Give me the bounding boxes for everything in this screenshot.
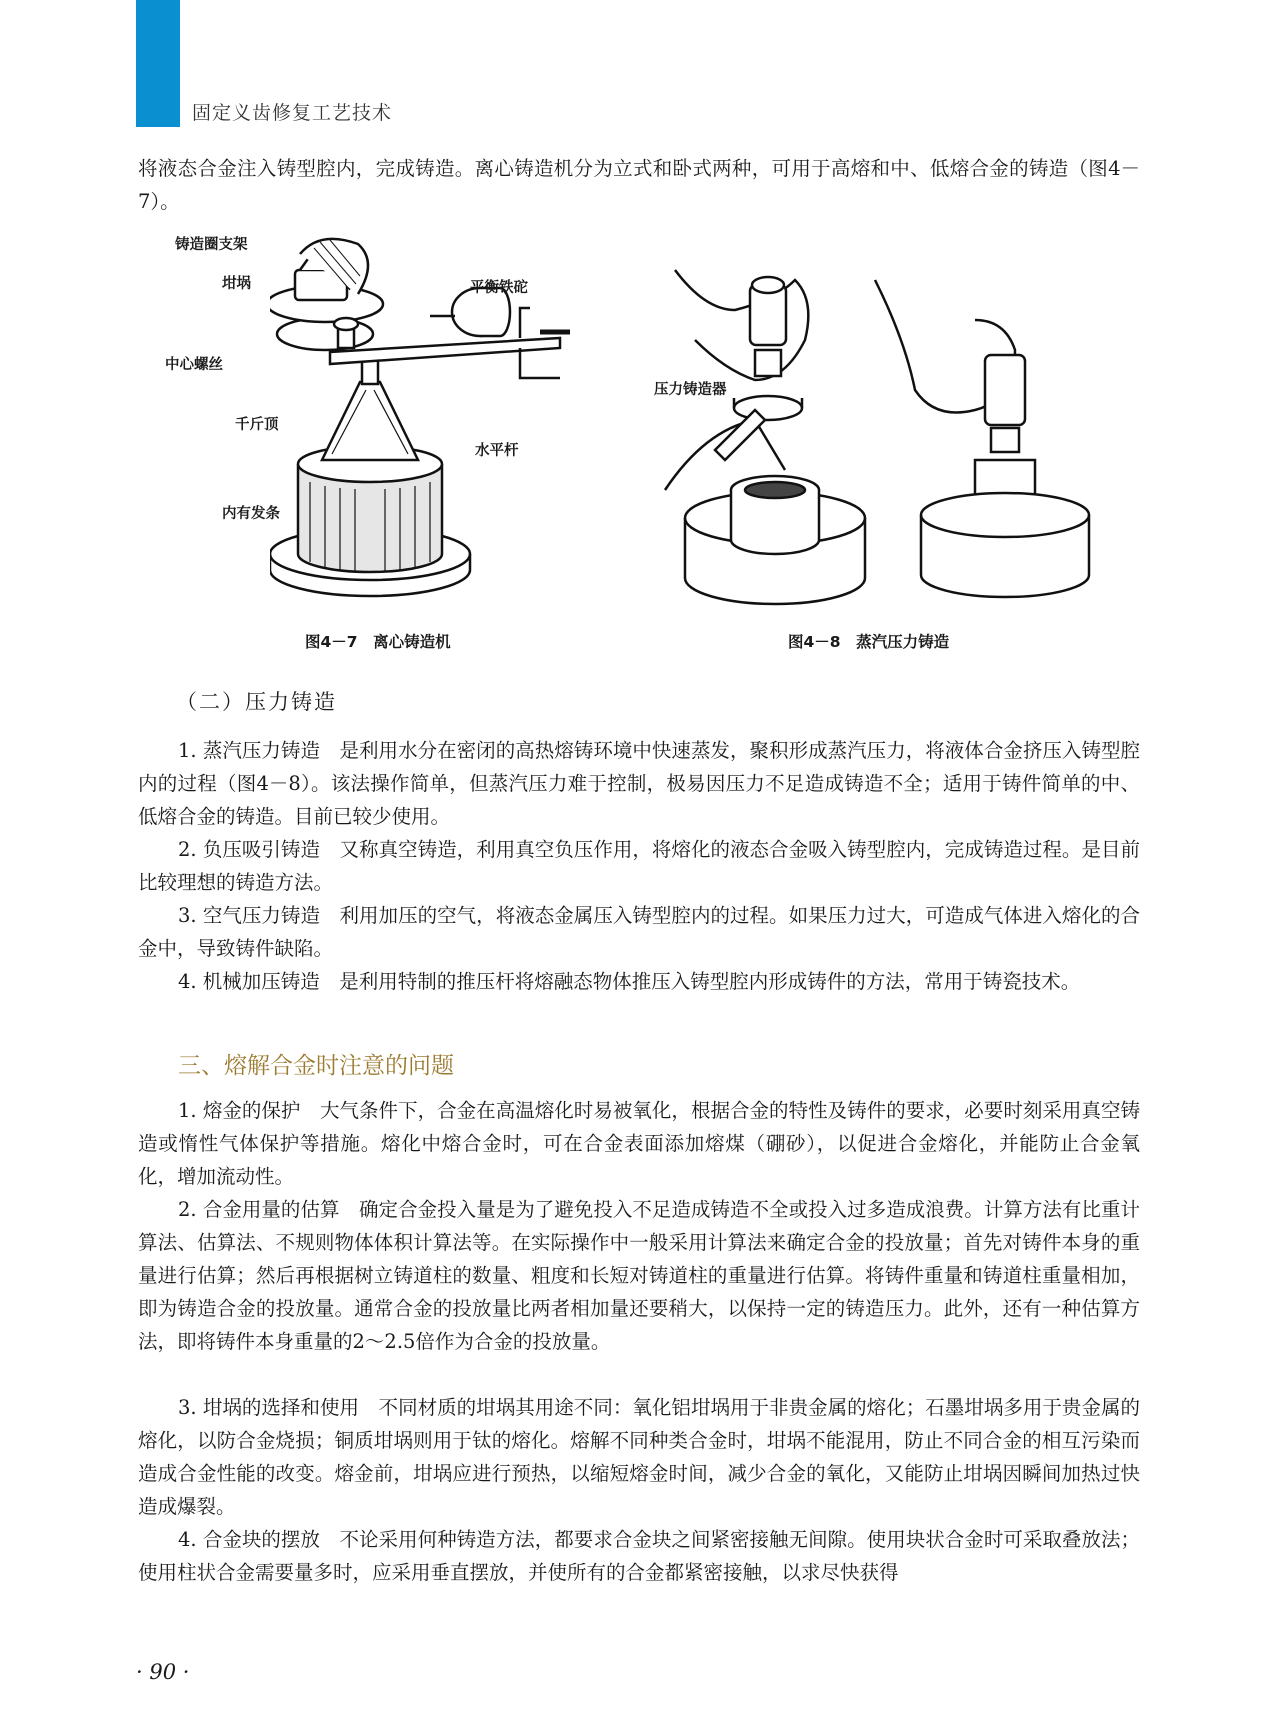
running-header: 固定义齿修复工艺技术 [192,102,393,124]
intro-paragraph: 将液态合金注入铸型腔内，完成铸造。离心铸造机分为立式和卧式两种，可用于高熔和中、低熔合金的铸造（图4－7）。 [138,157,1140,213]
figure-4-8-caption: 图4－8 蒸汽压力铸造 [788,633,950,651]
melt-paragraph-1: 1. 熔金的保护 大气条件下，合金在高温熔化时易被氧化，根据合金的特性及铸件的要求，必要时刻采用真空铸造或惰性气体保护等措施。熔化中熔合金时，可在合金表面添加熔煤（硼砂），以促进合金熔化，并能防止合金氧化，增加流动性。 [138,1099,1140,1188]
label-horizontal-bar: 水平杆 [475,443,519,459]
label-spring: 内有发条 [222,506,280,522]
page-number: · 90 · [136,1660,190,1684]
melt-paragraph-4: 4. 合金块的摆放 不论采用何种铸造方法，都要求合金块之间紧密接触无间隙。使用块状合金时可采取叠放法；使用柱状合金需要量多时，应采用垂直摆放，并使所有的合金都紧密接触，以求尽快获得 [138,1528,1140,1584]
label-center-screw: 中心螺丝 [165,357,223,373]
steam-pressure-casting-figure [655,260,1095,620]
pressure-paragraph-2: 2. 负压吸引铸造 又称真空铸造，利用真空负压作用，将熔化的液态合金吸入铸型腔内，完成铸造过程。是目前比较理想的铸造方法。 [138,838,1140,894]
centrifugal-casting-machine-figure [270,232,630,612]
label-crucible: 坩埚 [222,276,251,292]
subsection-heading: （二）压力铸造 [176,690,337,714]
figure-4-7-caption: 图4－7 离心铸造机 [305,633,451,651]
label-balance-weight: 平衡铁砣 [470,280,528,296]
melt-paragraph-2: 2. 合金用量的估算 确定合金投入量是为了避免投入不足造成铸造不全或投入过多造成浪费。计算方法有比重计算法、估算法、不规则物体体积计算法等。在实际操作中一般采用计算法来确定合金的投放量；首先对铸件本身的重量进行估算；然后再根据树立铸道柱的数量、粗度和长短对铸道柱的重量进行估算。将铸件重量和铸道柱重量相加，即为铸造合金的投放量。通常合金的投放量比两者相加量还要稍大，以保持一定的铸造压力。此外，还有一种估算方法，即将铸件本身重量的2～2.5倍作为合金的投放量。 [138,1198,1140,1353]
section-heading: 三、熔解合金时注意的问题 [178,1053,454,1079]
label-press: 压力铸造器 [654,382,727,398]
label-ring-stand: 铸造圈支架 [175,237,248,253]
pressure-paragraph-1: 1. 蒸汽压力铸造 是利用水分在密闭的高热熔铸环境中快速蒸发，聚积形成蒸汽压力，将液体合金挤压入铸型腔内的过程（图4－8）。该法操作简单，但蒸汽压力难于控制，极易因压力不足造成铸造不全；适用于铸件简单的中、低熔合金的铸造。目前已较少使用。 [138,739,1140,828]
label-jack: 千斤顶 [235,417,279,433]
pressure-paragraph-4: 4. 机械加压铸造 是利用特制的推压杆将熔融态物体推压入铸型腔内形成铸件的方法，常用于铸瓷技术。 [178,970,1081,993]
melt-paragraph-3: 3. 坩埚的选择和使用 不同材质的坩埚其用途不同：氧化铝坩埚用于非贵金属的熔化；石墨坩埚多用于贵金属的熔化，以防合金烧损；铜质坩埚则用于钛的熔化。熔解不同种类合金时，坩埚不能混用，防止不同合金的相互污染而造成合金性能的改变。熔金前，坩埚应进行预热，以缩短熔金时间，减少合金的氧化，又能防止坩埚因瞬间加热过快造成爆裂。 [138,1396,1140,1518]
pressure-paragraph-3: 3. 空气压力铸造 利用加压的空气，将液态金属压入铸型腔内的过程。如果压力过大，可造成气体进入熔化的合金中，导致铸件缺陷。 [138,904,1140,960]
chapter-tab [136,0,180,127]
